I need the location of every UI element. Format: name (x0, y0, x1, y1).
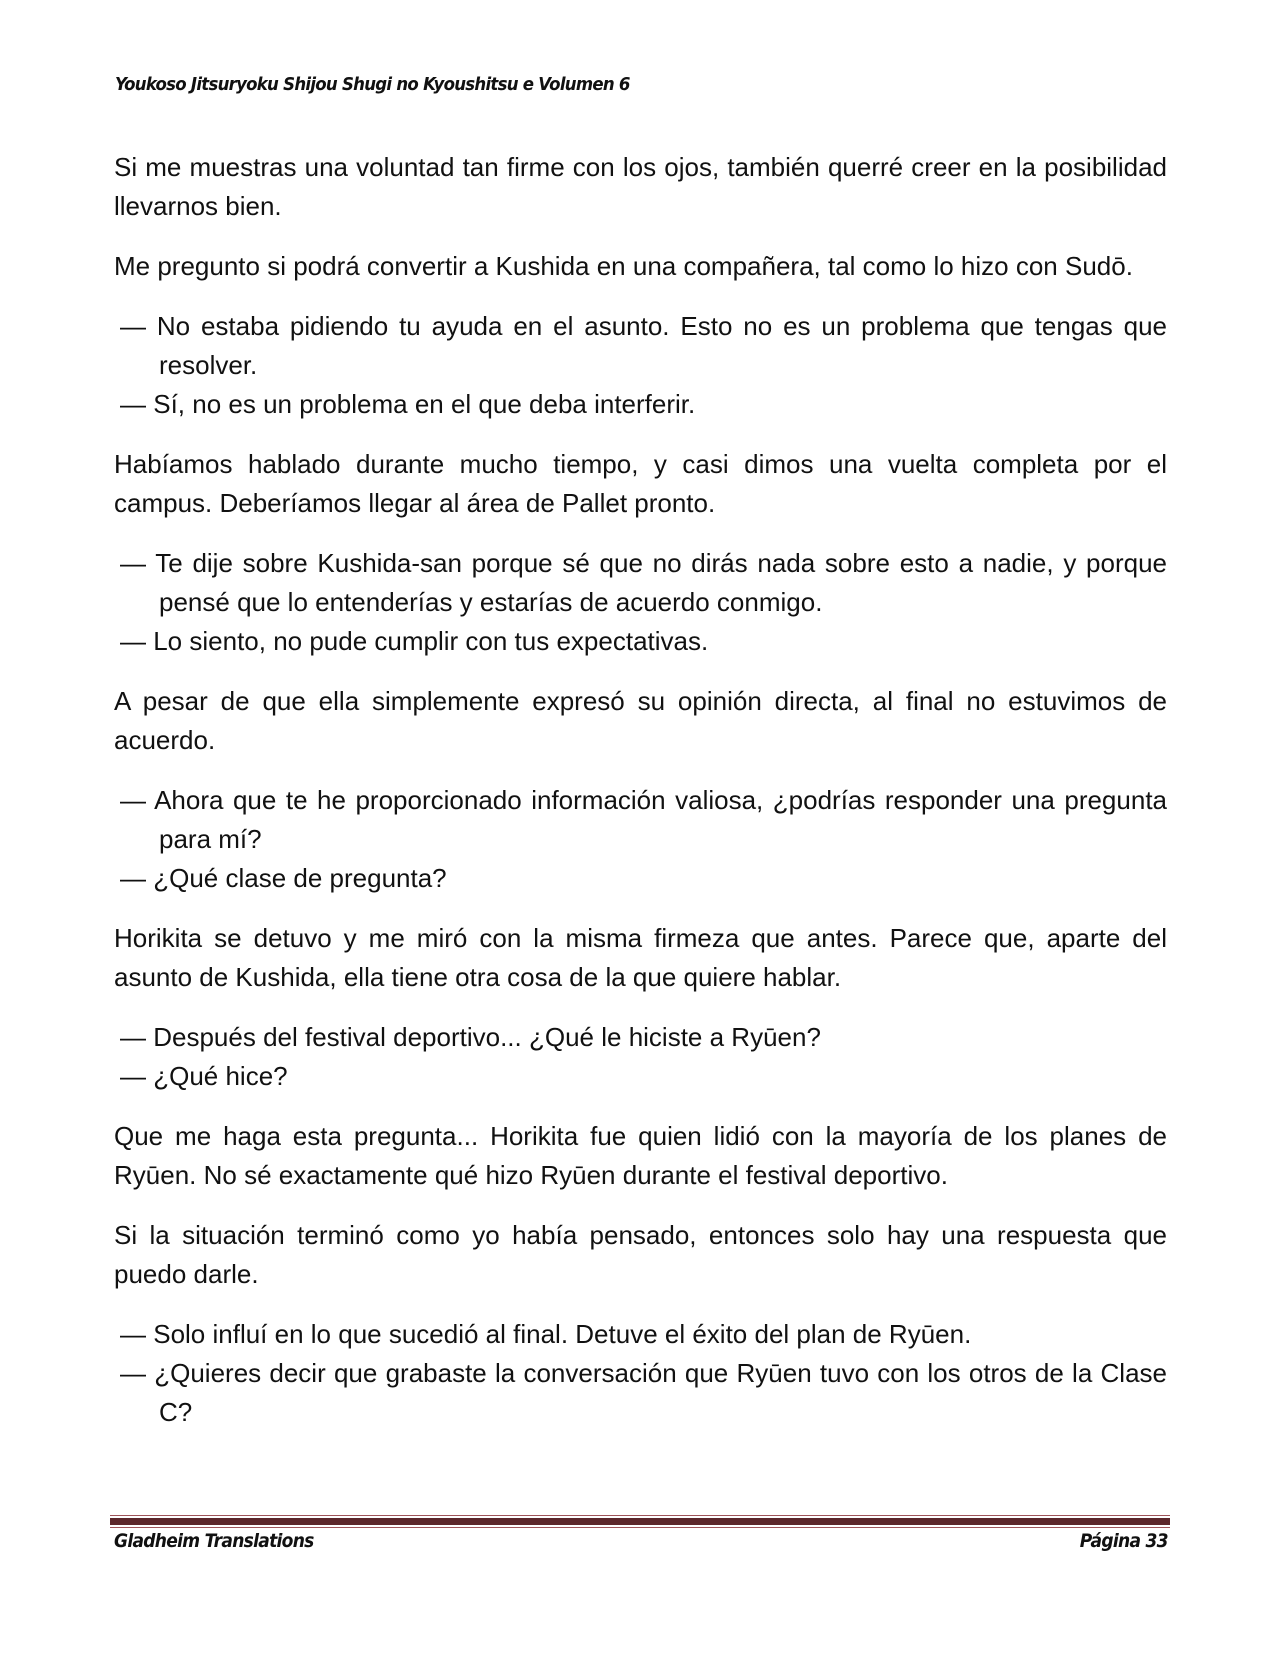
dialogue-line: — ¿Qué hice? (120, 1061, 288, 1091)
dialogue-line: — Ahora que te he proporcionado información valiosa, ¿podrías responder una pregunta para mí? (120, 785, 1167, 854)
paragraph: Habíamos hablado durante mucho tiempo, y casi dimos una vuelta completa por el campus. Deberíamos llegar al área de Pallet pronto. (114, 449, 1167, 518)
paragraph: Si me muestras una voluntad tan firme con los ojos, también querré creer en la posibilidad llevarnos bien. (114, 152, 1167, 221)
dialogue-line: — Solo influí en lo que sucedió al final. Detuve el éxito del plan de Ryūen. (120, 1319, 972, 1349)
dialogue-line: — Sí, no es un problema en el que deba interferir. (120, 389, 696, 419)
footer-page-number: Página 33 (1079, 1530, 1168, 1552)
dialogue-group (114, 1018, 1167, 1096)
footer-rule-thick (110, 1518, 1170, 1525)
running-header: Youkoso Jitsuryoku Shijou Shugi no Kyoushitsu e Volumen 6 (115, 74, 630, 95)
paragraph: Que me haga esta pregunta... Horikita fue quien lidió con la mayoría de los planes de Ryūen. No sé exactamente qué hizo Ryūen durante el festival deportivo. (114, 1121, 1167, 1190)
footer-rule-bottom (110, 1527, 1170, 1528)
footer-rule-top (110, 1515, 1170, 1516)
dialogue-line: — No estaba pidiendo tu ayuda en el asunto. Esto no es un problema que tengas que resolver. (120, 311, 1167, 380)
dialogue-line: — ¿Qué clase de pregunta? (120, 863, 447, 893)
dialogue-group (114, 781, 1167, 898)
paragraph: Me pregunto si podrá convertir a Kushida en una compañera, tal como lo hizo con Sudō. (114, 251, 1133, 281)
dialogue-group (114, 307, 1167, 424)
dialogue-group (114, 544, 1167, 661)
paragraph: A pesar de que ella simplemente expresó su opinión directa, al final no estuvimos de acuerdo. (114, 686, 1167, 755)
dialogue-line: — Te dije sobre Kushida-san porque sé que no dirás nada sobre esto a nadie, y porque pensé que lo entenderías y estarías de acuerdo conmigo. (120, 548, 1167, 617)
paragraph: Si la situación terminó como yo había pensado, entonces solo hay una respuesta que puedo darle. (114, 1220, 1167, 1289)
dialogue-line: — ¿Quieres decir que grabaste la conversación que Ryūen tuvo con los otros de la Clase C? (120, 1358, 1167, 1427)
footer-publisher: Gladheim Translations (114, 1530, 314, 1552)
dialogue-group (114, 1315, 1167, 1432)
dialogue-line: — Después del festival deportivo... ¿Qué le hiciste a Ryūen? (120, 1022, 821, 1052)
paragraph: Horikita se detuvo y me miró con la misma firmeza que antes. Parece que, aparte del asunto de Kushida, ella tiene otra cosa de la que quiere hablar. (114, 923, 1167, 992)
dialogue-line: — Lo siento, no pude cumplir con tus expectativas. (120, 626, 709, 656)
page-body (114, 148, 1167, 1453)
